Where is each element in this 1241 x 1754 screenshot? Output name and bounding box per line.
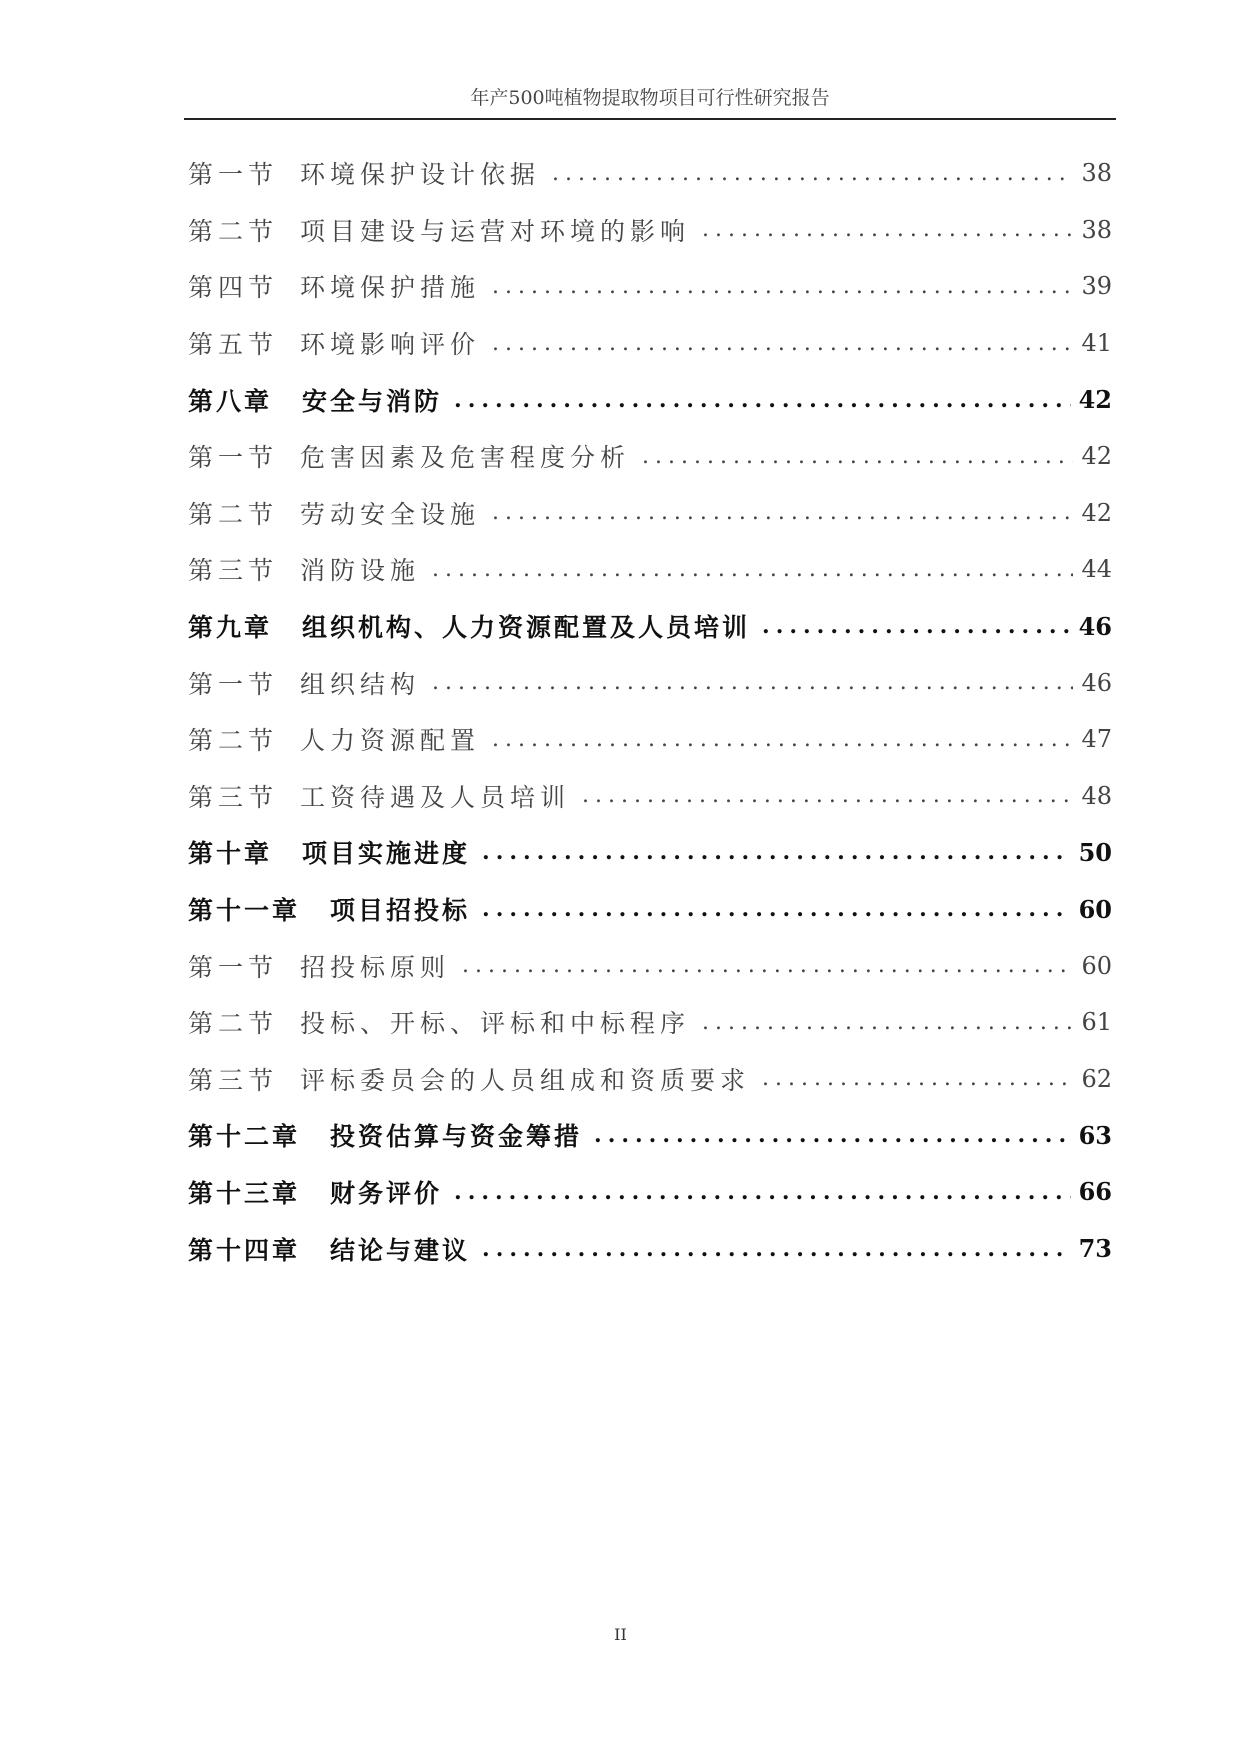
page-number: II xyxy=(614,1625,627,1644)
toc-chapter-entry[interactable] xyxy=(188,598,1112,655)
toc-entry-page: 61 xyxy=(1081,1008,1112,1037)
toc-entry-title: 安全与消防 xyxy=(302,386,443,416)
toc-entry-number: 第八章 xyxy=(188,386,273,416)
toc-entry-page: 48 xyxy=(1081,781,1112,810)
toc-entry-number: 第二节 xyxy=(188,1009,279,1039)
toc-entry[interactable] xyxy=(188,937,1112,994)
toc-entry-title: 招投标原则 xyxy=(300,952,451,982)
dot-leader xyxy=(454,387,1071,413)
dot-leader xyxy=(482,1236,1071,1262)
toc-entry-page: 47 xyxy=(1081,725,1112,754)
dot-leader xyxy=(762,613,1071,639)
dot-leader xyxy=(482,896,1071,922)
toc-entry-title: 环境保护措施 xyxy=(300,273,481,303)
toc-entry-page: 66 xyxy=(1078,1177,1112,1207)
toc-entry[interactable] xyxy=(188,768,1112,825)
dot-leader xyxy=(594,1122,1071,1148)
toc-entry-page: 41 xyxy=(1081,329,1112,358)
toc-entry-page: 60 xyxy=(1078,894,1112,924)
dot-leader xyxy=(432,670,1073,695)
toc-entry-number: 第二节 xyxy=(188,726,279,756)
toc-entry[interactable] xyxy=(188,541,1112,598)
dot-leader xyxy=(462,953,1073,978)
report-title: 年产500吨植物提取物项目可行性研究报告 xyxy=(470,87,830,109)
toc-entry-page: 62 xyxy=(1081,1064,1112,1093)
toc-entry-page: 39 xyxy=(1081,272,1112,301)
toc-entry-number: 第一节 xyxy=(188,952,279,982)
toc-chapter-entry[interactable] xyxy=(188,1164,1112,1221)
toc-entry[interactable] xyxy=(188,994,1112,1051)
toc-chapter-entry[interactable] xyxy=(188,881,1112,938)
dot-leader xyxy=(552,161,1073,186)
toc-entry-title: 环境影响评价 xyxy=(300,330,481,360)
toc-entry-page: 73 xyxy=(1078,1234,1112,1264)
toc-entry-number: 第一节 xyxy=(188,669,279,699)
toc-entry-number: 第十四章 xyxy=(188,1235,301,1265)
dot-leader xyxy=(642,444,1073,469)
toc-entry-title: 财务评价 xyxy=(330,1178,443,1208)
toc-entry-page: 46 xyxy=(1078,611,1112,641)
toc-entry-number: 第三节 xyxy=(188,556,279,586)
table-of-contents xyxy=(188,145,1112,1277)
toc-entry-title: 投资估算与资金筹措 xyxy=(330,1122,583,1152)
page-footer xyxy=(0,1625,1241,1644)
toc-entry[interactable] xyxy=(188,315,1112,372)
toc-entry-number: 第四节 xyxy=(188,273,279,303)
toc-chapter-entry[interactable] xyxy=(188,824,1112,881)
toc-entry-title: 项目实施进度 xyxy=(302,839,471,869)
dot-leader xyxy=(492,331,1073,356)
toc-entry-title: 环境保护设计依据 xyxy=(300,160,541,190)
toc-entry-number: 第十章 xyxy=(188,839,273,869)
toc-entry[interactable] xyxy=(188,145,1112,202)
toc-entry-page: 42 xyxy=(1081,498,1112,527)
running-header xyxy=(184,84,1116,120)
toc-entry-page: 50 xyxy=(1078,837,1112,867)
toc-entry[interactable] xyxy=(188,711,1112,768)
toc-entry-number: 第二节 xyxy=(188,499,279,529)
toc-entry[interactable] xyxy=(188,1051,1112,1108)
toc-entry-title: 评标委员会的人员组成和资质要求 xyxy=(300,1065,751,1095)
toc-entry-number: 第一节 xyxy=(188,160,279,190)
dot-leader xyxy=(702,1010,1073,1035)
toc-entry-number: 第二节 xyxy=(188,216,279,246)
toc-entry-number: 第五节 xyxy=(188,330,279,360)
toc-entry[interactable] xyxy=(188,428,1112,485)
toc-entry-title: 消防设施 xyxy=(300,556,421,586)
toc-entry-title: 项目建设与运营对环境的影响 xyxy=(300,216,691,246)
toc-entry-title: 结论与建议 xyxy=(330,1235,471,1265)
toc-chapter-entry[interactable] xyxy=(188,1220,1112,1277)
toc-chapter-entry[interactable] xyxy=(188,371,1112,428)
toc-entry-title: 工资待遇及人员培训 xyxy=(300,782,571,812)
toc-entry-title: 劳动安全设施 xyxy=(300,499,481,529)
toc-entry-title: 项目招投标 xyxy=(330,896,471,926)
toc-entry-page: 42 xyxy=(1081,442,1112,471)
toc-entry-title: 人力资源配置 xyxy=(300,726,481,756)
toc-entry[interactable] xyxy=(188,258,1112,315)
toc-entry-number: 第一节 xyxy=(188,443,279,473)
toc-entry-page: 38 xyxy=(1081,215,1112,244)
toc-entry[interactable] xyxy=(188,485,1112,542)
toc-entry-number: 第三节 xyxy=(188,782,279,812)
dot-leader xyxy=(492,500,1073,525)
toc-entry-page: 46 xyxy=(1081,668,1112,697)
toc-entry-title: 组织机构、人力资源配置及人员培训 xyxy=(302,613,751,643)
dot-leader xyxy=(762,1066,1073,1091)
toc-entry-title: 投标、开标、评标和中标程序 xyxy=(300,1009,691,1039)
toc-entry-number: 第三节 xyxy=(188,1065,279,1095)
toc-chapter-entry[interactable] xyxy=(188,1107,1112,1164)
toc-entry-page: 44 xyxy=(1081,555,1112,584)
dot-leader xyxy=(482,839,1071,865)
toc-entry[interactable] xyxy=(188,654,1112,711)
toc-entry-page: 60 xyxy=(1081,951,1112,980)
toc-entry-page: 42 xyxy=(1078,385,1112,415)
dot-leader xyxy=(432,557,1073,582)
toc-entry-number: 第十一章 xyxy=(188,896,301,926)
dot-leader xyxy=(492,727,1073,752)
toc-entry-page: 38 xyxy=(1081,159,1112,188)
dot-leader xyxy=(454,1179,1071,1205)
toc-entry-number: 第十三章 xyxy=(188,1178,301,1208)
toc-entry-title: 危害因素及危害程度分析 xyxy=(300,443,631,473)
toc-entry-number: 第十二章 xyxy=(188,1122,301,1152)
toc-entry-number: 第九章 xyxy=(188,613,273,643)
dot-leader xyxy=(492,274,1073,299)
dot-leader xyxy=(582,783,1073,808)
toc-entry[interactable] xyxy=(188,202,1112,259)
toc-entry-title: 组织结构 xyxy=(300,669,421,699)
dot-leader xyxy=(702,217,1073,242)
toc-entry-page: 63 xyxy=(1078,1120,1112,1150)
